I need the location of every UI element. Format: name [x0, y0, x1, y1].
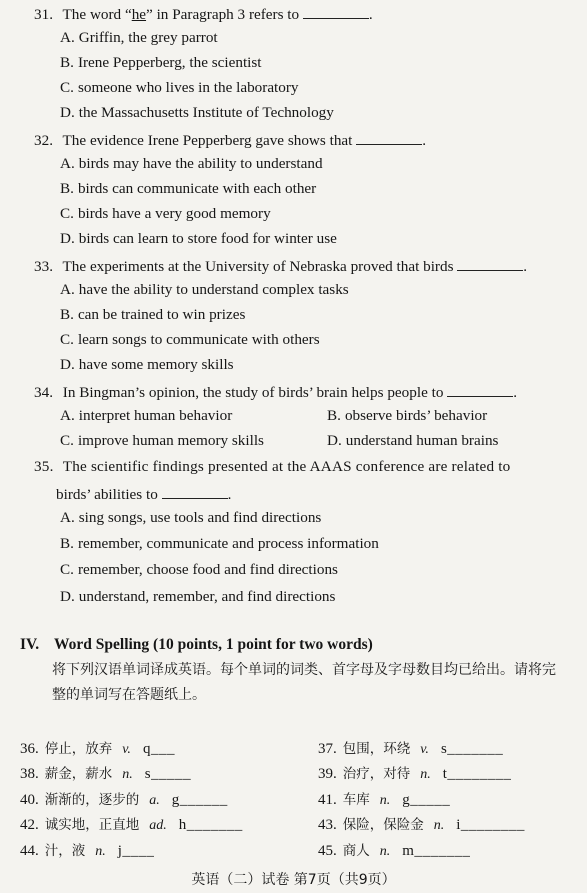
answer-hint: s_______: [440, 741, 504, 757]
option: [60, 432, 264, 450]
word-item-43: [318, 816, 525, 835]
word-item-42: [20, 816, 243, 835]
word-item-45: [318, 842, 470, 861]
question-number: 34.: [34, 384, 53, 401]
part-of-speech: a.: [149, 793, 160, 808]
option: [60, 331, 320, 349]
part-of-speech: n.: [95, 844, 106, 859]
word-item-39: [318, 765, 511, 784]
part-of-speech: n.: [379, 844, 391, 859]
question-stem-line1: The scientific findings presented at the AAAS conference are related to: [62, 458, 511, 475]
option-letter: C.: [60, 432, 74, 449]
word-item-38: [20, 765, 191, 784]
section-heading: Word Spelling (10 points, 1 point for two words): [54, 636, 373, 653]
option: [60, 535, 379, 553]
item-number: 39.: [318, 766, 337, 782]
question-35-line2: birds’ abilities to .: [56, 486, 232, 503]
chinese-word: 停止，放弃: [44, 741, 113, 757]
option-text: birds can communicate with each other: [77, 180, 317, 197]
option: [60, 54, 262, 72]
option: [60, 104, 334, 122]
option-letter: C.: [60, 79, 74, 96]
chinese-word: 薪金，薪水: [44, 766, 113, 782]
answer-blank: [356, 130, 422, 145]
question-31: 31. The word “he” in Paragraph 3 refers to .: [34, 6, 373, 23]
question-35: [34, 458, 574, 476]
chinese-word: 商人: [342, 843, 370, 859]
option: [60, 29, 218, 47]
option-text: remember, communicate and process information: [77, 535, 379, 552]
section-instruction-line1: 将下列汉语单词译成英语。每个单词的词类、首字母及字母数目均已给出。请将完: [52, 662, 556, 678]
option-letter: D.: [327, 432, 342, 449]
option: [60, 281, 349, 299]
part-of-speech: n.: [379, 793, 391, 808]
answer-blank: [162, 484, 228, 499]
question-stem: In Bingman’s opinion, the study of birds’ brain helps people to: [62, 384, 444, 401]
option-letter: B.: [60, 180, 74, 197]
question-33: 33. The experiments at the University of Nebraska proved that birds .: [34, 258, 528, 275]
option-text: understand human brains: [345, 432, 499, 449]
option-text: remember, choose food and find directions: [77, 561, 338, 578]
item-number: 38.: [20, 766, 39, 782]
answer-hint: g_____: [402, 792, 451, 808]
answer-blank: [303, 4, 369, 19]
part-of-speech: n.: [420, 767, 431, 782]
chinese-word: 渐渐的，逐步的: [44, 792, 140, 808]
option-letter: B.: [327, 407, 341, 424]
option-text: understand, remember, and find directions: [78, 588, 336, 605]
question-34: 34. In Bingman’s opinion, the study of birds’ brain helps people to .: [34, 384, 518, 401]
option-text: observe birds’ behavior: [344, 407, 488, 424]
answer-hint: i________: [456, 817, 525, 833]
option: [60, 356, 234, 374]
option-letter: B.: [60, 306, 74, 323]
option-letter: A.: [60, 407, 75, 424]
option: [327, 432, 498, 450]
option-letter: B.: [60, 54, 74, 71]
question-number: 33.: [34, 258, 53, 275]
option-text: birds may have the ability to understand: [78, 155, 323, 172]
option: [60, 230, 337, 248]
option-text: sing songs, use tools and find directions: [78, 509, 322, 526]
option-text: the Massachusetts Institute of Technology: [78, 104, 334, 121]
option: [327, 407, 487, 425]
option-letter: C.: [60, 205, 74, 222]
option-text: have some memory skills: [78, 356, 234, 373]
option: [60, 155, 323, 173]
option: [60, 306, 245, 324]
option-text: birds have a very good memory: [77, 205, 271, 222]
item-number: 36.: [20, 741, 39, 757]
item-number: 43.: [318, 817, 337, 833]
word-item-40: [20, 791, 228, 810]
question-stem: The word “: [62, 6, 132, 23]
option-text: Griffin, the grey parrot: [78, 29, 218, 46]
section-instruction-line2: 整的单词写在答题纸上。: [52, 687, 206, 703]
question-number: 35.: [34, 458, 54, 475]
chinese-word: 车库: [342, 792, 370, 808]
option-text: Irene Pepperberg, the scientist: [77, 54, 262, 71]
question-stem: The evidence Irene Pepperberg gave shows that: [62, 132, 353, 149]
answer-hint: s_____: [144, 766, 192, 782]
option-letter: A.: [60, 155, 75, 172]
answer-blank: [447, 382, 513, 397]
option-text: can be trained to win prizes: [77, 306, 246, 323]
item-number: 44.: [20, 843, 39, 859]
word-item-36: [20, 740, 175, 759]
answer-hint: j____: [117, 843, 155, 859]
option-text: someone who lives in the laboratory: [77, 79, 299, 96]
chinese-word: 汁，液: [44, 843, 86, 859]
answer-hint: q___: [142, 741, 175, 757]
chinese-word: 诚实地，正直地: [44, 817, 140, 833]
item-number: 42.: [20, 817, 39, 833]
question-stem-line2: birds’ abilities to: [56, 486, 158, 503]
part-of-speech: n.: [433, 818, 445, 833]
option: [60, 180, 316, 198]
option-letter: D.: [60, 104, 75, 121]
option-letter: D.: [60, 230, 75, 247]
answer-hint: m_______: [402, 843, 471, 859]
item-number: 37.: [318, 741, 337, 757]
chinese-word: 治疗，对待: [342, 766, 411, 782]
question-stem: The experiments at the University of Nebraska proved that birds: [62, 258, 454, 275]
option-text: interpret human behavior: [78, 407, 233, 424]
item-number: 41.: [318, 792, 337, 808]
question-number: 31.: [34, 6, 53, 23]
option: [60, 79, 299, 97]
key-word: he: [131, 6, 147, 23]
answer-hint: g______: [171, 792, 228, 808]
option: [60, 588, 335, 606]
option: [60, 407, 232, 425]
option-letter: C.: [60, 561, 74, 578]
option-letter: B.: [60, 535, 74, 552]
part-of-speech: v.: [420, 742, 429, 757]
answer-hint: h_______: [178, 817, 243, 833]
item-number: 40.: [20, 792, 39, 808]
option-letter: D.: [60, 588, 75, 605]
part-of-speech: ad.: [149, 818, 167, 833]
option-text: have the ability to understand complex tasks: [78, 281, 349, 298]
option-letter: C.: [60, 331, 74, 348]
option: [60, 205, 271, 223]
question-number: 32.: [34, 132, 53, 149]
option-text: improve human memory skills: [77, 432, 264, 449]
answer-blank: [457, 256, 523, 271]
word-item-41: [318, 791, 450, 810]
word-item-44: [20, 842, 154, 861]
option-letter: A.: [60, 281, 75, 298]
option-letter: A.: [60, 29, 75, 46]
option: [60, 509, 321, 527]
section-title: [20, 636, 373, 654]
answer-hint: t________: [442, 766, 512, 782]
option-letter: A.: [60, 509, 75, 526]
question-32: 32. The evidence Irene Pepperberg gave shows that .: [34, 132, 426, 149]
option: [60, 561, 338, 579]
option-text: learn songs to communicate with others: [77, 331, 320, 348]
word-item-37: [318, 740, 503, 759]
part-of-speech: v.: [122, 742, 131, 757]
page-footer: 英语（二）试卷 第7页（共9页）: [191, 872, 396, 888]
option-text: birds can learn to store food for winter use: [78, 230, 337, 247]
item-number: 45.: [318, 843, 337, 859]
section-number: IV.: [20, 636, 40, 653]
option-letter: D.: [60, 356, 75, 373]
chinese-word: 包围，环绕: [342, 741, 411, 757]
part-of-speech: n.: [122, 767, 133, 782]
chinese-word: 保险，保险金: [342, 817, 424, 833]
question-stem-rest: ” in Paragraph 3 refers to: [146, 6, 300, 23]
